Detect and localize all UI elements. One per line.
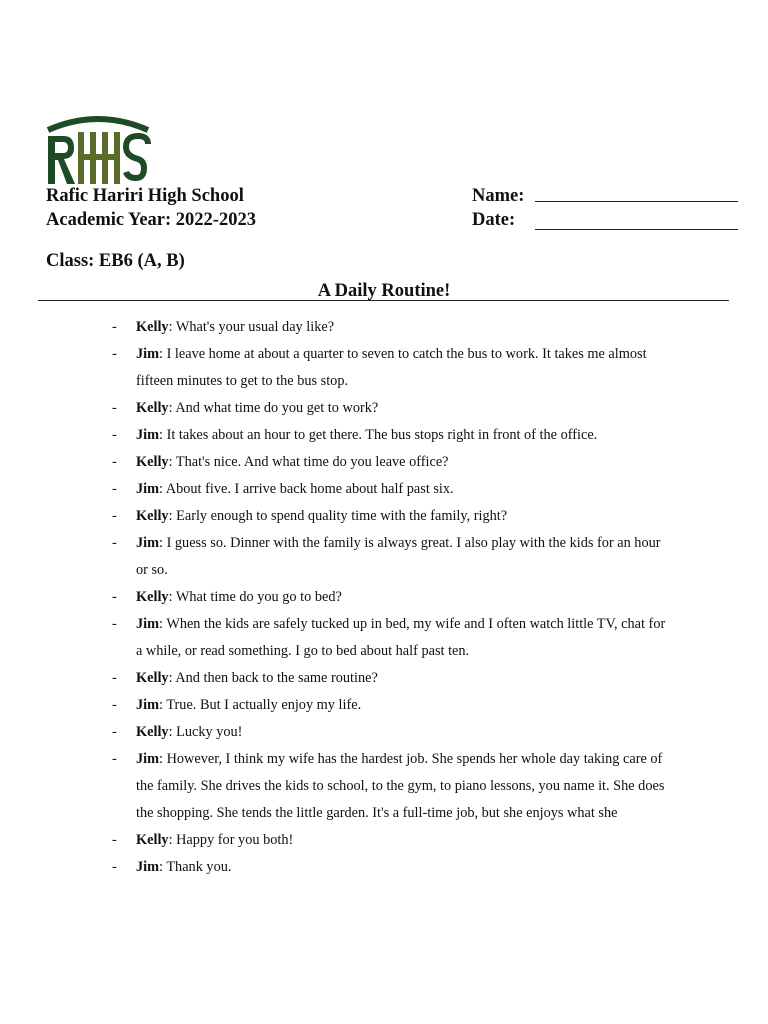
- dialogue-turn: [112, 665, 672, 692]
- worksheet-title: A Daily Routine!: [317, 281, 451, 301]
- list-dash: -: [112, 589, 117, 605]
- list-dash: -: [112, 481, 117, 497]
- dialogue-turn: [112, 827, 672, 854]
- speaker-name: Kelly: [136, 400, 169, 416]
- list-dash: -: [112, 751, 117, 767]
- line-text: : What's your usual day like?: [168, 319, 335, 335]
- speaker-name: Jim: [136, 751, 160, 767]
- list-dash: -: [112, 508, 117, 524]
- list-dash: -: [112, 859, 117, 875]
- name-label: Name:: [472, 186, 525, 206]
- dialogue-list: [112, 314, 672, 881]
- logo-letter-s: [126, 136, 148, 178]
- speaker-name: Jim: [136, 535, 160, 551]
- speaker-name: Jim: [136, 616, 160, 632]
- line-text: : What time do you go to bed?: [168, 589, 342, 605]
- line-text: : That's nice. And what time do you leave office?: [168, 454, 449, 470]
- line-text: : True. But I actually enjoy my life.: [159, 697, 362, 713]
- line-text: : Early enough to spend quality time with the family, right?: [168, 508, 508, 524]
- dialogue-turn: [112, 692, 672, 719]
- dialogue-turn: [112, 746, 672, 827]
- list-dash: -: [112, 346, 117, 362]
- speaker-name: Kelly: [136, 319, 169, 335]
- list-dash: -: [112, 616, 117, 632]
- line-text: : I guess so. Dinner with the family is always great. I also play with the kids for an hour or so.: [136, 535, 661, 578]
- logo-letter-r: [48, 136, 75, 184]
- dialogue-turn: [112, 314, 672, 341]
- speaker-name: Kelly: [136, 724, 169, 740]
- line-text: : About five. I arrive back home about half past six.: [159, 481, 454, 497]
- list-dash: -: [112, 832, 117, 848]
- dialogue-turn: [112, 341, 672, 395]
- line-text: : And then back to the same routine?: [168, 670, 378, 686]
- dialogue-turn: [112, 503, 672, 530]
- speaker-name: Jim: [136, 427, 160, 443]
- logo-arch: [48, 119, 148, 130]
- logo-letters-hh: [78, 132, 120, 184]
- line-text: : Happy for you both!: [168, 832, 294, 848]
- school-name: Rafic Hariri High School: [46, 186, 244, 206]
- speaker-name: Jim: [136, 346, 160, 362]
- list-dash: -: [112, 454, 117, 470]
- line-text: : When the kids are safely tucked up in bed, my wife and I often watch little TV, chat for a while, or read something. I go to bed about half past ten.: [136, 616, 666, 659]
- line-text: : Lucky you!: [168, 724, 243, 740]
- speaker-name: Kelly: [136, 589, 169, 605]
- line-text: : I leave home at about a quarter to seven to catch the bus to work. It takes me almost fifteen minutes to get to the bus stop.: [136, 346, 647, 389]
- list-dash: -: [112, 724, 117, 740]
- dialogue-turn: [112, 584, 672, 611]
- speaker-name: Jim: [136, 481, 160, 497]
- dialogue-turn: [112, 449, 672, 476]
- class-label: Class: EB6 (A, B): [46, 251, 185, 271]
- dialogue-turn: [112, 530, 672, 584]
- list-dash: -: [112, 670, 117, 686]
- list-dash: -: [112, 535, 117, 551]
- dialogue-turn: [112, 422, 672, 449]
- speaker-name: Jim: [136, 697, 160, 713]
- school-logo: [44, 116, 152, 186]
- line-text: : It takes about an hour to get there. The bus stops right in front of the office.: [159, 427, 598, 443]
- speaker-name: Kelly: [136, 832, 169, 848]
- list-dash: -: [112, 427, 117, 443]
- dialogue-turn: [112, 854, 672, 881]
- name-field[interactable]: [535, 201, 738, 202]
- academic-year: Academic Year: 2022-2023: [46, 210, 256, 230]
- date-field[interactable]: [535, 229, 738, 230]
- list-dash: -: [112, 697, 117, 713]
- speaker-name: Kelly: [136, 670, 169, 686]
- date-label: Date:: [472, 210, 516, 230]
- dialogue-turn: [112, 719, 672, 746]
- line-text: : And what time do you get to work?: [168, 400, 379, 416]
- line-text: : However, I think my wife has the hardest job. She spends her whole day taking care of the family. She drives the kids to school, to the gym, to piano lessons, you name it. She does the shopping. She tends the little garden. It's a full-time job, but she enjoys what she: [136, 751, 665, 821]
- dialogue-turn: [112, 611, 672, 665]
- dialogue-turn: [112, 395, 672, 422]
- speaker-name: Kelly: [136, 508, 169, 524]
- list-dash: -: [112, 319, 117, 335]
- dialogue-turn: [112, 476, 672, 503]
- list-dash: -: [112, 400, 117, 416]
- speaker-name: Kelly: [136, 454, 169, 470]
- title-divider: [38, 300, 729, 301]
- speaker-name: Jim: [136, 859, 160, 875]
- line-text: : Thank you.: [159, 859, 232, 875]
